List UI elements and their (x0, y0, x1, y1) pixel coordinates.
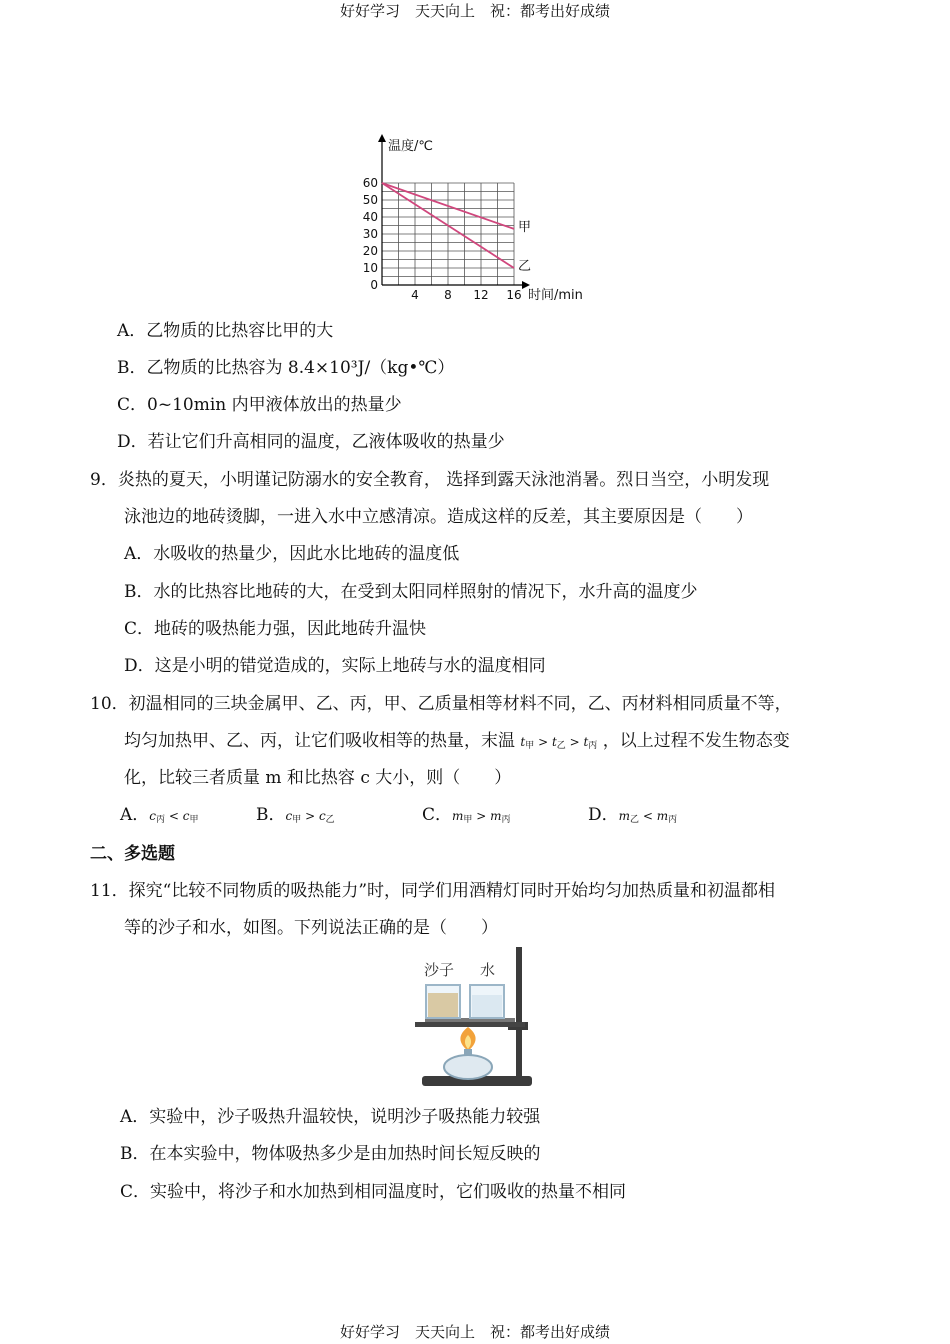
page-header: 好好学习 天天向上 祝：都考出好成绩 (339, 2, 610, 20)
y-axis-label: 温度/℃ (388, 139, 433, 154)
q10-stem-line3: 化，比较三者质量 m 和比热容 c 大小，则（ ） (124, 768, 512, 788)
chart-axes (378, 134, 530, 289)
y-tick-label: 20 (362, 244, 378, 258)
q9-option-b: B．水的比热容比地砖的大，在受到太阳同样照射的情况下，水升高的温度少 (124, 582, 698, 602)
q11-option-c: C．实验中，将沙子和水加热到相同温度时，它们吸收的热量不相同 (120, 1182, 627, 1202)
temperature-expression: $t_甲 > t_乙 > t_丙$ (520, 735, 598, 751)
q9-stem-line1: 9．炎热的夏天，小明谨记防溺水的安全教育， 选择到露天泳池消暑。烈日当空，小明发现 (90, 470, 770, 490)
q10-stem-line1: 10．初温相同的三块金属甲、乙、丙，甲、乙质量相等材料不同，乙、丙材料相同质量不等， (90, 694, 792, 714)
q8-option-a: A．乙物质的比热容比甲的大 (117, 321, 334, 341)
q8-option-c: C．0~10min 内甲液体放出的热量少 (117, 395, 402, 415)
beaker-water (470, 985, 504, 1018)
q10-stem-text-a: 均匀加热甲、乙、丙，让它们吸收相等的热量，末温 (124, 731, 515, 751)
q9-option-c: C．地砖的吸热能力强，因此地砖升温快 (124, 619, 427, 639)
page-footer: 好好学习 天天向上 祝：都考出好成绩 (339, 1323, 610, 1341)
q10-stem-line2 (124, 726, 790, 751)
y-tick-label: 40 (362, 210, 378, 224)
q9-option-a: A．水吸收的热量少，因此水比地砖的温度低 (124, 544, 460, 564)
q10-option-b: B．$c_甲 > c_乙$ (256, 805, 335, 825)
q10-stem-text-b: ，以上过程不发生物态变 (602, 731, 790, 751)
q9-stem-line2: 泳池边的地砖烫脚，一进入水中立感清凉。造成这样的反差，其主要原因是（ ） (124, 507, 753, 527)
stand-platform (415, 1022, 525, 1027)
q10-option-c: C．$m_甲 > m_丙$ (422, 805, 511, 825)
y-tick-label: 10 (362, 261, 378, 275)
y-tick-label: 0 (370, 278, 378, 292)
q11-stem-line1: 11．探究“比较不同物质的吸热能力”时，同学们用酒精灯同时开始均匀加热质量和初温都相 (90, 881, 776, 901)
q8-option-b: B．乙物质的比热容为 8.4×10³J/（kg•℃） (117, 358, 455, 378)
sand-label: 沙子 (424, 961, 455, 979)
y-tick-label: 30 (362, 227, 378, 241)
alcohol-lamp (444, 1055, 492, 1079)
temperature-chart (350, 130, 600, 305)
water-label: 水 (480, 961, 496, 979)
series-label: 乙 (518, 259, 532, 274)
x-tick-label: 12 (473, 288, 489, 302)
series-label: 甲 (518, 219, 532, 235)
q9-option-d: D．这是小明的错觉造成的，实际上地砖与水的温度相同 (124, 656, 546, 676)
x-axis-label: 时间/min (528, 288, 583, 303)
y-tick-label: 50 (362, 193, 378, 207)
q10-option-d: D．$m_乙 < m_丙$ (588, 805, 678, 825)
q10-option-a: A．$c_丙 < c_甲$ (120, 805, 199, 825)
chart-grid (382, 183, 514, 285)
q11-stem-line2: 等的沙子和水，如图。下列说法正确的是（ ） (124, 918, 498, 938)
beaker-sand (426, 985, 460, 1018)
stand-pole (516, 947, 522, 1082)
x-tick-label: 8 (444, 288, 452, 302)
x-tick-label: 16 (506, 288, 522, 302)
q11-option-b: B．在本实验中，物体吸热多少是由加热时间长短反映的 (120, 1144, 541, 1164)
x-tick-label: 4 (411, 288, 419, 302)
y-tick-label: 60 (362, 176, 378, 190)
q11-option-a: A．实验中，沙子吸热升温较快，说明沙子吸热能力较强 (120, 1107, 541, 1127)
section-heading: 二、多选题 (90, 844, 175, 864)
y-axis-arrow (378, 134, 386, 142)
lab-apparatus-illustration (410, 945, 540, 1090)
chart-labels (363, 138, 583, 303)
q8-option-d: D．若让它们升高相同的温度，乙液体吸收的热量少 (117, 432, 505, 452)
